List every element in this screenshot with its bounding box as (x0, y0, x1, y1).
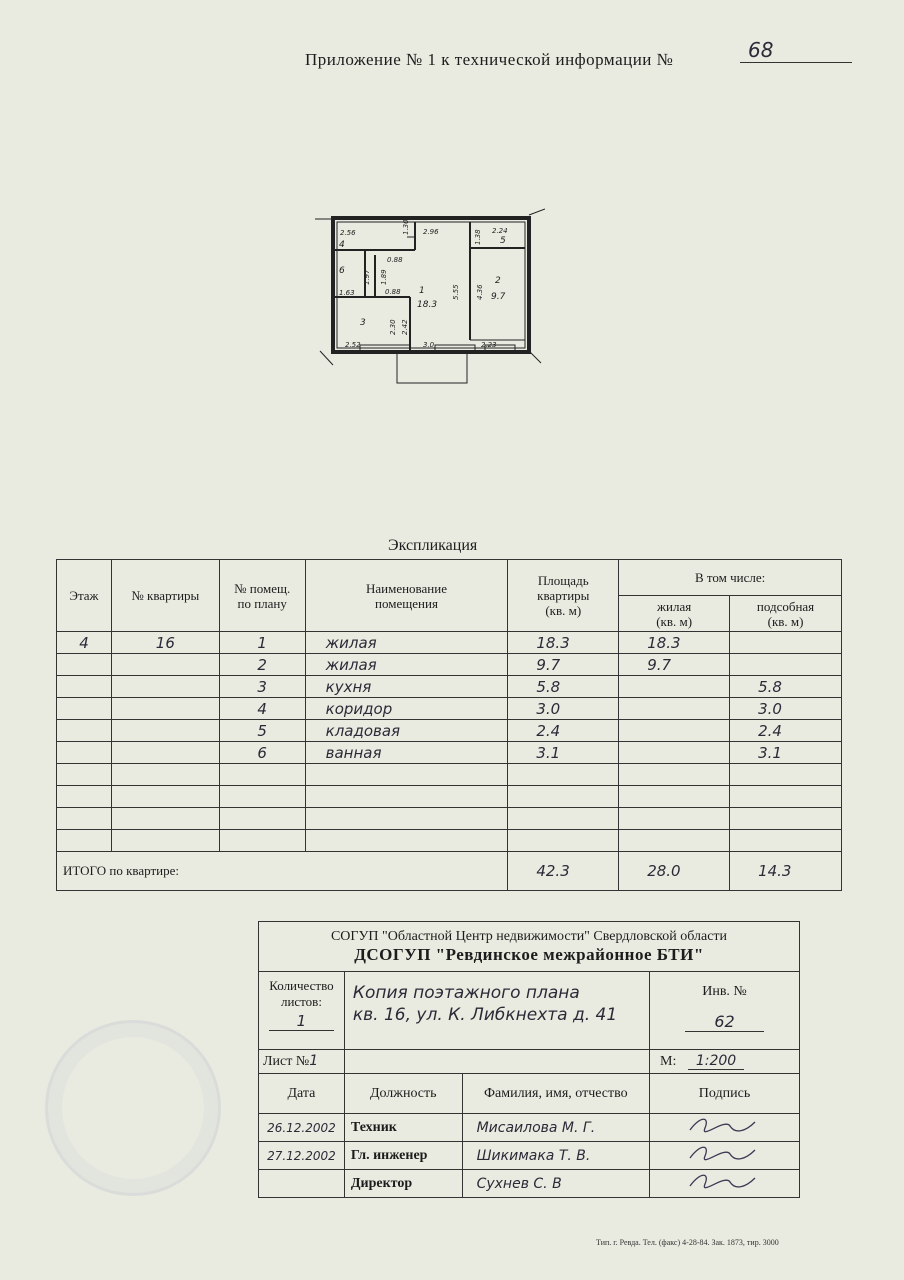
row-room-number (219, 764, 305, 786)
row-apartment (111, 786, 219, 808)
explication-row (57, 764, 842, 786)
signatory-row (259, 1142, 800, 1170)
row-room-name: ванная (305, 742, 508, 764)
row-floor (57, 830, 112, 852)
row-room-name (305, 808, 508, 830)
row-floor (57, 654, 112, 676)
plan-dim: 0.88 (387, 256, 403, 264)
row-living (619, 698, 730, 720)
col-position: Должность (344, 1074, 462, 1114)
row-floor: 4 (57, 632, 112, 654)
explication-row (57, 830, 842, 852)
plan-room-6-label: 6 (339, 266, 345, 276)
signatory-name: Мисаилова М. Г. (462, 1114, 649, 1142)
row-floor (57, 808, 112, 830)
row-room-name: кухня (305, 676, 508, 698)
row-room-number: 2 (219, 654, 305, 676)
scale-value: 1:200 (688, 1053, 744, 1070)
explication-row (57, 786, 842, 808)
row-auxiliary: 5.8 (730, 676, 842, 698)
sheets-value: 1 (269, 1012, 334, 1031)
plan-dim: 2.23 (481, 341, 497, 349)
sheet-number-value: 1 (309, 1053, 319, 1069)
floor-plan (315, 205, 545, 385)
plan-dim: 1.30 (402, 219, 410, 235)
row-room-name: кладовая (305, 720, 508, 742)
row-room-name (305, 786, 508, 808)
row-apartment (111, 676, 219, 698)
plan-dim: 3.0 (423, 341, 435, 349)
row-room-name: жилая (305, 632, 508, 654)
row-auxiliary: 2.4 (730, 720, 842, 742)
plan-dim: 2.96 (423, 228, 439, 236)
signatory-position: Техник (344, 1114, 462, 1142)
header-room-name: Наименование помещения (305, 560, 508, 632)
row-living: 9.7 (619, 654, 730, 676)
signatory-name: Шикимака Т. В. (462, 1142, 649, 1170)
row-area (508, 830, 619, 852)
scale-cell (650, 1050, 800, 1074)
signature-mark (650, 1170, 800, 1198)
row-area (508, 764, 619, 786)
row-room-number (219, 808, 305, 830)
sheet-number-cell (259, 1050, 345, 1074)
total-area: 42.3 (508, 852, 619, 891)
row-room-name: коридор (305, 698, 508, 720)
explication-row (57, 632, 842, 654)
total-living: 28.0 (619, 852, 730, 891)
row-area: 2.4 (508, 720, 619, 742)
row-apartment (111, 654, 219, 676)
explication-title: Экспликация (388, 537, 478, 554)
plan-dim: 4.36 (476, 284, 484, 300)
signatory-date: 27.12.2002 (259, 1142, 345, 1170)
header-auxiliary: подсобная (кв. м) (730, 596, 842, 632)
row-floor (57, 720, 112, 742)
row-apartment (111, 720, 219, 742)
row-room-number (219, 830, 305, 852)
explication-row (57, 742, 842, 764)
header-area: Площадь квартиры (кв. м) (508, 560, 619, 632)
sheets-cell (259, 972, 345, 1050)
row-living (619, 676, 730, 698)
row-apartment (111, 764, 219, 786)
plan-dim: 2.24 (492, 227, 508, 235)
row-area: 3.1 (508, 742, 619, 764)
row-auxiliary (730, 786, 842, 808)
row-floor (57, 698, 112, 720)
row-room-number: 1 (219, 632, 305, 654)
plan-dim: 0.88 (385, 288, 401, 296)
row-room-number: 3 (219, 676, 305, 698)
plan-dim: 2.30 (389, 319, 397, 335)
header-room-number: № помещ. по плану (219, 560, 305, 632)
plan-dim: 2.56 (340, 229, 356, 237)
organization-line-2: ДСОГУП "Ревдинское межрайонное БТИ" (354, 944, 704, 964)
signatory-name: Сухнев С. В (462, 1170, 649, 1198)
plan-room-5-label: 5 (500, 236, 506, 246)
explication-row (57, 720, 842, 742)
row-apartment (111, 830, 219, 852)
document-header: Приложение № 1 к технической информации № (305, 50, 674, 69)
total-auxiliary: 14.3 (730, 852, 842, 891)
row-apartment (111, 808, 219, 830)
row-area: 3.0 (508, 698, 619, 720)
row-apartment: 16 (111, 632, 219, 654)
plan-room-2-label: 2 (495, 276, 501, 286)
plan-dim: 1.97 (363, 269, 371, 285)
document-description: Копия поэтажного плана кв. 16, ул. К. Либкнехта д. 41 (344, 972, 649, 1050)
sheets-label: Количество листов: (269, 978, 334, 1009)
row-living (619, 720, 730, 742)
inventory-label: Инв. № (702, 984, 747, 999)
scale-label: М: (660, 1054, 677, 1069)
plan-dim: 1.38 (474, 229, 482, 245)
header-apartment: № квартиры (111, 560, 219, 632)
plan-dim: 1.63 (339, 289, 355, 297)
row-auxiliary (730, 632, 842, 654)
plan-room-4-label: 4 (339, 240, 345, 250)
row-auxiliary: 3.0 (730, 698, 842, 720)
row-room-number: 4 (219, 698, 305, 720)
explication-row (57, 808, 842, 830)
row-auxiliary: 3.1 (730, 742, 842, 764)
row-floor (57, 676, 112, 698)
plan-dim: 2.52 (345, 341, 361, 349)
col-date: Дата (259, 1074, 345, 1114)
faded-seal (45, 1020, 221, 1196)
header-number: 68 (740, 38, 852, 63)
total-row (57, 852, 842, 891)
row-floor (57, 764, 112, 786)
signatory-row (259, 1114, 800, 1142)
signatory-position: Гл. инженер (344, 1142, 462, 1170)
row-living (619, 764, 730, 786)
organization-line-1: СОГУП "Областной Центр недвижимости" Свердловской области (330, 928, 728, 944)
row-floor (57, 786, 112, 808)
row-apartment (111, 698, 219, 720)
plan-room-3-label: 3 (360, 318, 366, 328)
row-living (619, 742, 730, 764)
title-block (258, 921, 800, 1198)
row-area: 9.7 (508, 654, 619, 676)
row-auxiliary (730, 830, 842, 852)
header-living: жилая (кв. м) (619, 596, 730, 632)
row-area (508, 808, 619, 830)
signature-mark (650, 1114, 800, 1142)
plan-dim: 5.55 (452, 284, 460, 300)
row-room-name (305, 764, 508, 786)
row-room-number (219, 786, 305, 808)
row-room-name (305, 830, 508, 852)
total-label: ИТОГО по квартире: (57, 852, 508, 891)
row-floor (57, 742, 112, 764)
plan-room-1-area: 18.3 (417, 300, 438, 310)
signature-mark (650, 1142, 800, 1170)
signatory-date: 26.12.2002 (259, 1114, 345, 1142)
plan-room-2-area: 9.7 (491, 292, 506, 302)
row-auxiliary (730, 764, 842, 786)
row-apartment (111, 742, 219, 764)
inventory-cell (650, 972, 800, 1050)
plan-dim: 2.42 (401, 319, 409, 335)
row-living (619, 808, 730, 830)
explication-row (57, 676, 842, 698)
organization-cell (259, 922, 800, 972)
row-area: 18.3 (508, 632, 619, 654)
print-footer: Тип. г. Ревда. Тел. (факс) 4-28-84. Зак. 1873, тир. 3000 (596, 1238, 779, 1247)
col-full-name: Фамилия, имя, отчество (462, 1074, 649, 1114)
sheet-number-label: Лист № (263, 1054, 310, 1069)
row-living (619, 786, 730, 808)
row-area (508, 786, 619, 808)
row-auxiliary (730, 808, 842, 830)
row-room-number: 5 (219, 720, 305, 742)
row-area: 5.8 (508, 676, 619, 698)
header-including: В том числе: (619, 560, 842, 596)
explication-table (56, 559, 842, 891)
row-room-name: жилая (305, 654, 508, 676)
signatory-date (259, 1170, 345, 1198)
signatory-row (259, 1170, 800, 1198)
col-signature: Подпись (650, 1074, 800, 1114)
explication-row (57, 654, 842, 676)
inventory-value: 62 (685, 1012, 764, 1032)
header-floor: Этаж (57, 560, 112, 632)
explication-row (57, 698, 842, 720)
row-living: 18.3 (619, 632, 730, 654)
row-auxiliary (730, 654, 842, 676)
row-living (619, 830, 730, 852)
plan-room-1-label: 1 (419, 286, 425, 296)
plan-dim: 1.89 (380, 269, 388, 285)
signatory-position: Директор (344, 1170, 462, 1198)
row-room-number: 6 (219, 742, 305, 764)
